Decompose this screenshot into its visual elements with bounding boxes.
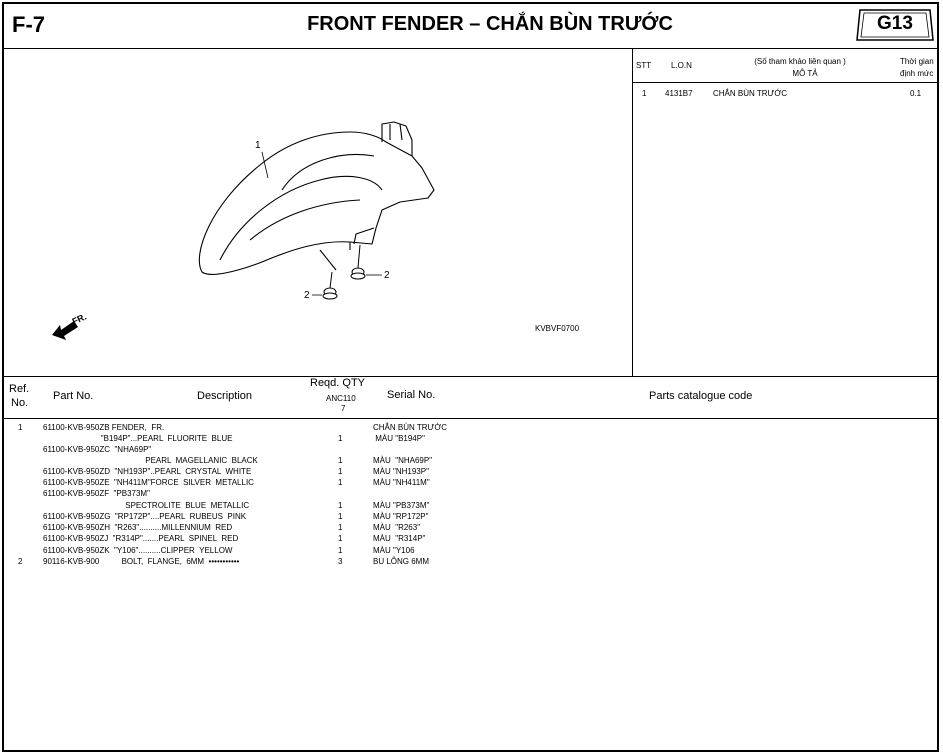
ref-col-desc-line1: (Số tham khảo liên quan ) bbox=[754, 57, 846, 66]
row-qty: 1 bbox=[338, 523, 343, 532]
row-serial: MÀU "PB373M" bbox=[373, 501, 430, 510]
parts-header-divider bbox=[4, 418, 939, 419]
col-qty-variant: 7 bbox=[341, 404, 346, 413]
row-part: 61100-KVB-950ZB FENDER, FR. bbox=[43, 423, 165, 432]
row-serial: MÀU "RP172P" bbox=[373, 512, 429, 521]
row-part: 61100-KVB-950ZJ "R314P".......PEARL SPINEL RED bbox=[43, 534, 239, 543]
callout-2-upper: 2 bbox=[384, 270, 390, 281]
row-serial: MÀU "R314P" bbox=[373, 534, 426, 543]
row-serial: BU LÔNG 6MM bbox=[373, 557, 430, 566]
row-part: PEARL MAGELLANIC BLACK bbox=[43, 456, 258, 465]
page-frame bbox=[2, 2, 939, 752]
row-serial: MÀU "NHA69P" bbox=[373, 456, 433, 465]
row-serial: MÀU "Y106 bbox=[373, 546, 415, 555]
col-catalogue: Parts catalogue code bbox=[649, 390, 753, 402]
section-code: F-7 bbox=[12, 12, 45, 37]
row-qty: 1 bbox=[338, 501, 343, 510]
upper-section-divider bbox=[4, 376, 939, 377]
row-part: 61100-KVB-950ZE "NH411M"FORCE SILVER METALLIC bbox=[43, 478, 254, 487]
ref-row-lon: 4131B7 bbox=[665, 89, 693, 98]
ref-header-divider bbox=[633, 82, 939, 83]
col-qty-title: Reqd. QTY bbox=[310, 377, 366, 389]
ref-col-lon: L.O.N bbox=[671, 61, 692, 70]
ref-col-time-line2: định mức bbox=[900, 69, 934, 78]
header-divider bbox=[4, 48, 939, 49]
ref-col-desc-line2: MÔ TẢ bbox=[792, 69, 818, 78]
front-direction-label: FR. bbox=[70, 311, 88, 327]
col-part-no: Part No. bbox=[53, 390, 94, 402]
row-ref: 1 bbox=[18, 423, 23, 432]
row-qty: 1 bbox=[338, 456, 343, 465]
bolt-2-upper bbox=[351, 245, 365, 279]
row-qty: 1 bbox=[338, 534, 343, 543]
ref-col-stt: STT bbox=[636, 61, 652, 70]
row-qty: 1 bbox=[338, 512, 343, 521]
row-part: 90116-KVB-900 BOLT, FLANGE, 6MM ••••••••••• bbox=[43, 557, 240, 566]
ref-row-desc: CHẮN BÙN TRƯỚC bbox=[713, 89, 787, 98]
callout-1: 1 bbox=[255, 140, 261, 151]
figure-code: KVBVF0700 bbox=[535, 324, 580, 333]
row-part: "B194P"...PEARL FLUORITE BLUE bbox=[43, 434, 233, 443]
row-qty: 1 bbox=[338, 546, 343, 555]
row-serial: MÀU "R263" bbox=[373, 523, 421, 532]
front-fender-diagram bbox=[150, 110, 470, 320]
row-part: 61100-KVB-950ZD "NH193P"..PEARL CRYSTAL WHITE bbox=[43, 467, 252, 476]
panel-divider bbox=[632, 49, 633, 376]
col-qty-model: ANC110 bbox=[326, 394, 356, 403]
row-part: SPECTROLITE BLUE METALLIC bbox=[43, 501, 250, 510]
row-serial: MÀU "B194P" bbox=[373, 434, 425, 443]
ref-row-time: 0.1 bbox=[910, 89, 922, 98]
col-ref-line2: No. bbox=[11, 397, 29, 409]
row-part: 61100-KVB-950ZG "RP172P"....PEARL RUBEUS PINK bbox=[43, 512, 247, 521]
callout-2-lower: 2 bbox=[304, 290, 310, 301]
row-part: 61100-KVB-950ZC "NHA69P" bbox=[43, 445, 152, 454]
row-ref: 2 bbox=[18, 557, 23, 566]
row-serial: MÀU "NH411M" bbox=[373, 478, 430, 487]
group-badge: G13 bbox=[877, 13, 913, 34]
row-part: 61100-KVB-950ZK "Y106"..........CLIPPER YELLOW bbox=[43, 546, 233, 555]
page-title: FRONT FENDER – CHẮN BÙN TRƯỚC bbox=[307, 13, 673, 35]
row-qty: 1 bbox=[338, 478, 343, 487]
col-description: Description bbox=[197, 390, 253, 402]
row-part: 61100-KVB-950ZF "PB373M" bbox=[43, 489, 150, 498]
col-ref-line1: Ref. bbox=[9, 383, 30, 395]
row-qty: 1 bbox=[338, 434, 343, 443]
row-serial: CHẮN BÙN TRƯỚC bbox=[373, 423, 447, 432]
ref-row-stt: 1 bbox=[642, 89, 647, 98]
row-part: 61100-KVB-950ZH "R263"..........MILLENNIUM RED bbox=[43, 523, 233, 532]
bolt-2-lower bbox=[323, 272, 337, 299]
ref-col-time-line1: Thời gian bbox=[900, 57, 934, 66]
row-qty: 3 bbox=[338, 557, 343, 566]
col-serial: Serial No. bbox=[387, 389, 436, 401]
row-serial: MÀU "NH193P" bbox=[373, 467, 429, 476]
row-qty: 1 bbox=[338, 467, 343, 476]
